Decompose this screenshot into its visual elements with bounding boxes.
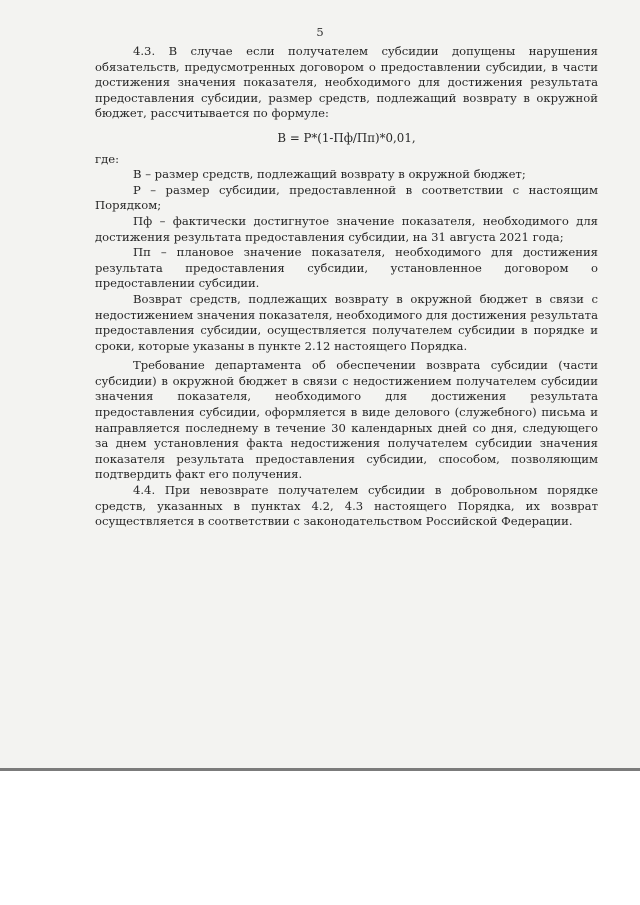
paragraph-requirement: Требование департамента об обеспечении возврата субсидии (части субсидии) в окружной бюджет в связи с недостижением получателем субсидии значения показателя, необходимого для достижения результата предоставления субсидии, оформляется в виде делового (служебного) письма и направляется последнему в течение 30 календарных дней со дня, следующего за днем установления факта недостижения получателем субсидии значения показателя результата предоставления субсидии, способом, позволяющим подтвердить факт его получения. — [95, 358, 598, 482]
definition-pp: Пп – плановое значение показателя, необходимого для достижения результата предоставления субсидии, установленное договором о предоставлении субсидии. — [95, 245, 598, 291]
scan-edge-divider — [0, 768, 640, 771]
page-number: 5 — [316, 25, 324, 39]
definition-pf: Пф – фактически достигнутое значение показателя, необходимого для достижения результата предоставления субсидии, на 31 августа 2021 года; — [95, 213, 598, 244]
definition-v: В – размер средств, подлежащий возврату в окружной бюджет; — [133, 167, 526, 182]
where-label: где: — [95, 151, 119, 166]
definition-r: Р – размер субсидии, предоставленной в соответствии с настоящим Порядком; — [95, 182, 598, 213]
document-body — [95, 44, 598, 530]
paragraph-4-4: 4.4. При невозврате получателем субсидии в добровольном порядке средств, указанных в пунктах 4.2, 4.3 настоящего Порядка, их возврат осуществляется в соответствии с законодательством Российской Федерации. — [95, 483, 598, 529]
paragraph-4-3: 4.3. В случае если получателем субсидии допущены нарушения обязательств, предусмотренных договором о предоставлении субсидии, в части достижения значения показателя, необходимого для достижения результата предоставления субсидии, размер средств, подлежащий возврату в окружной бюджет, рассчитывается по формуле: — [95, 44, 598, 121]
paragraph-return-funds: Возврат средств, подлежащих возврату в окружной бюджет в связи с недостижением значения показателя, необходимого для достижения результата предоставления субсидии, осуществляется получателем субсидии в порядке и сроки, которые указаны в пункте 2.12 настоящего Порядка. — [95, 291, 598, 353]
formula: В = Р*(1-Пф/Пп)*0,01, — [277, 130, 416, 145]
